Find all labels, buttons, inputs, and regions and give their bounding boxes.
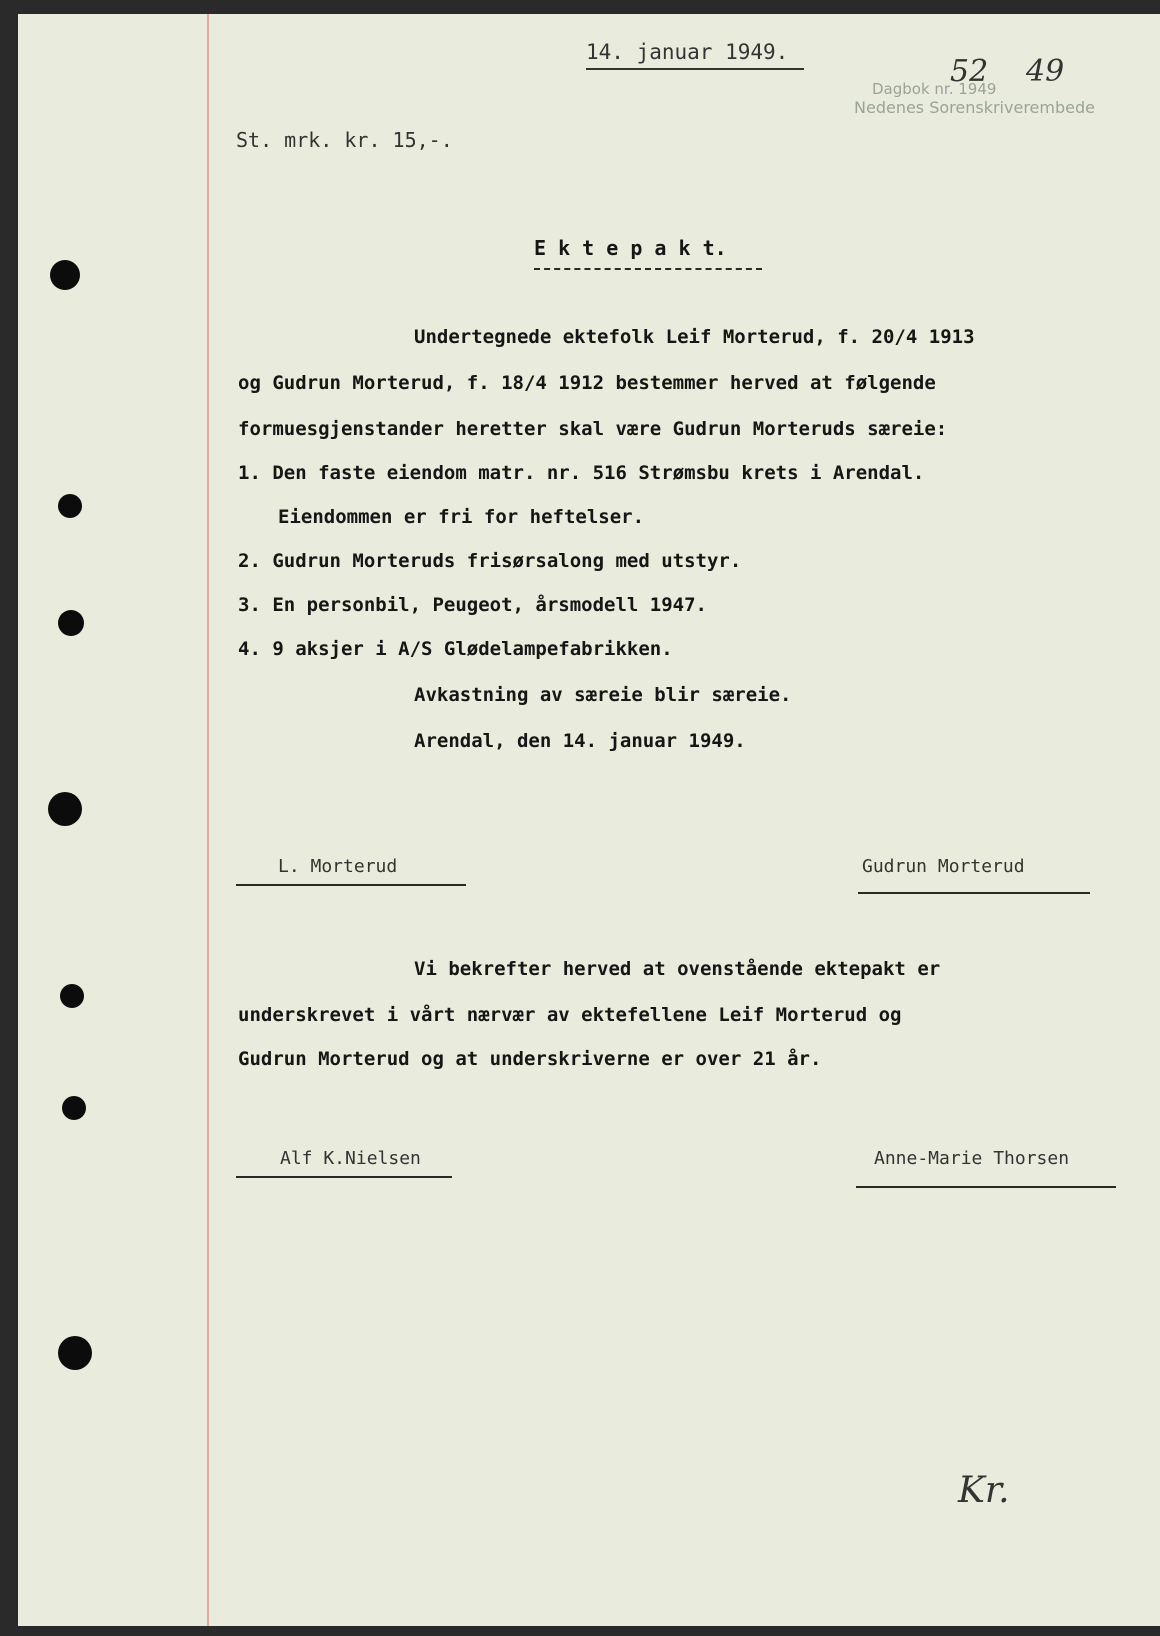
witness-line-right (856, 1186, 1116, 1188)
witness-line2: underskrevet i vårt nærvær av ektefellene Leif Morterud og (238, 1004, 902, 1026)
item1-line1: 1. Den faste eiendom matr. nr. 516 Strømsbu krets i Arendal. (238, 462, 925, 484)
title-underline (534, 268, 762, 270)
punch-hole (58, 610, 84, 636)
para1-line2: og Gudrun Morterud, f. 18/4 1912 bestemmer herved at følgende (238, 372, 936, 394)
signature-line-right (858, 892, 1090, 894)
signature-right: Gudrun Morterud (862, 856, 1025, 877)
signature-left: L. Morterud (278, 856, 398, 877)
item3: 3. En personbil, Peugeot, årsmodell 1947. (238, 594, 707, 616)
margin-line (207, 14, 209, 1626)
punch-hole (60, 984, 84, 1008)
witness-signature-right: Anne-Marie Thorsen (874, 1148, 1070, 1169)
stamp-fee: St. mrk. kr. 15,-. (236, 128, 453, 152)
punch-hole (48, 792, 82, 826)
document-date: 14. januar 1949. (586, 40, 789, 64)
doc-year: 49 (1026, 54, 1065, 89)
witness-line-left (236, 1176, 452, 1178)
stamp-line-1: Dagbok nr. 1949 (872, 80, 997, 98)
witness-line1: Vi bekrefter herved at ovenstående ektepakt er (414, 958, 941, 980)
date-underline (586, 68, 804, 70)
item1-line2: Eiendommen er fri for heftelser. (278, 506, 645, 528)
para1-line1: Undertegnede ektefolk Leif Morterud, f. 20/4 1913 (414, 326, 975, 348)
witness-signature-left: Alf K.Nielsen (280, 1148, 421, 1169)
stamp-line-2: Nedenes Sorenskriverembede (854, 98, 1095, 117)
initial-mark: Kr. (958, 1470, 1010, 1511)
punch-hole (62, 1096, 86, 1120)
place-date: Arendal, den 14. januar 1949. (414, 730, 746, 752)
item2: 2. Gudrun Morteruds frisørsalong med utstyr. (238, 550, 742, 572)
item4: 4. 9 aksjer i A/S Glødelampefabrikken. (238, 638, 673, 660)
witness-line3: Gudrun Morterud og at underskriverne er over 21 år. (238, 1048, 822, 1070)
doc-number: 52 (950, 54, 989, 89)
yield-clause: Avkastning av særeie blir særeie. (414, 684, 792, 706)
para1-line3: formuesgjenstander heretter skal være Gudrun Morteruds særeie: (238, 418, 948, 440)
punch-hole (58, 1336, 92, 1370)
punch-hole (50, 260, 80, 290)
document-title: E k t e p a k t. (534, 236, 727, 260)
signature-line-left (236, 884, 466, 886)
punch-hole (58, 494, 82, 518)
